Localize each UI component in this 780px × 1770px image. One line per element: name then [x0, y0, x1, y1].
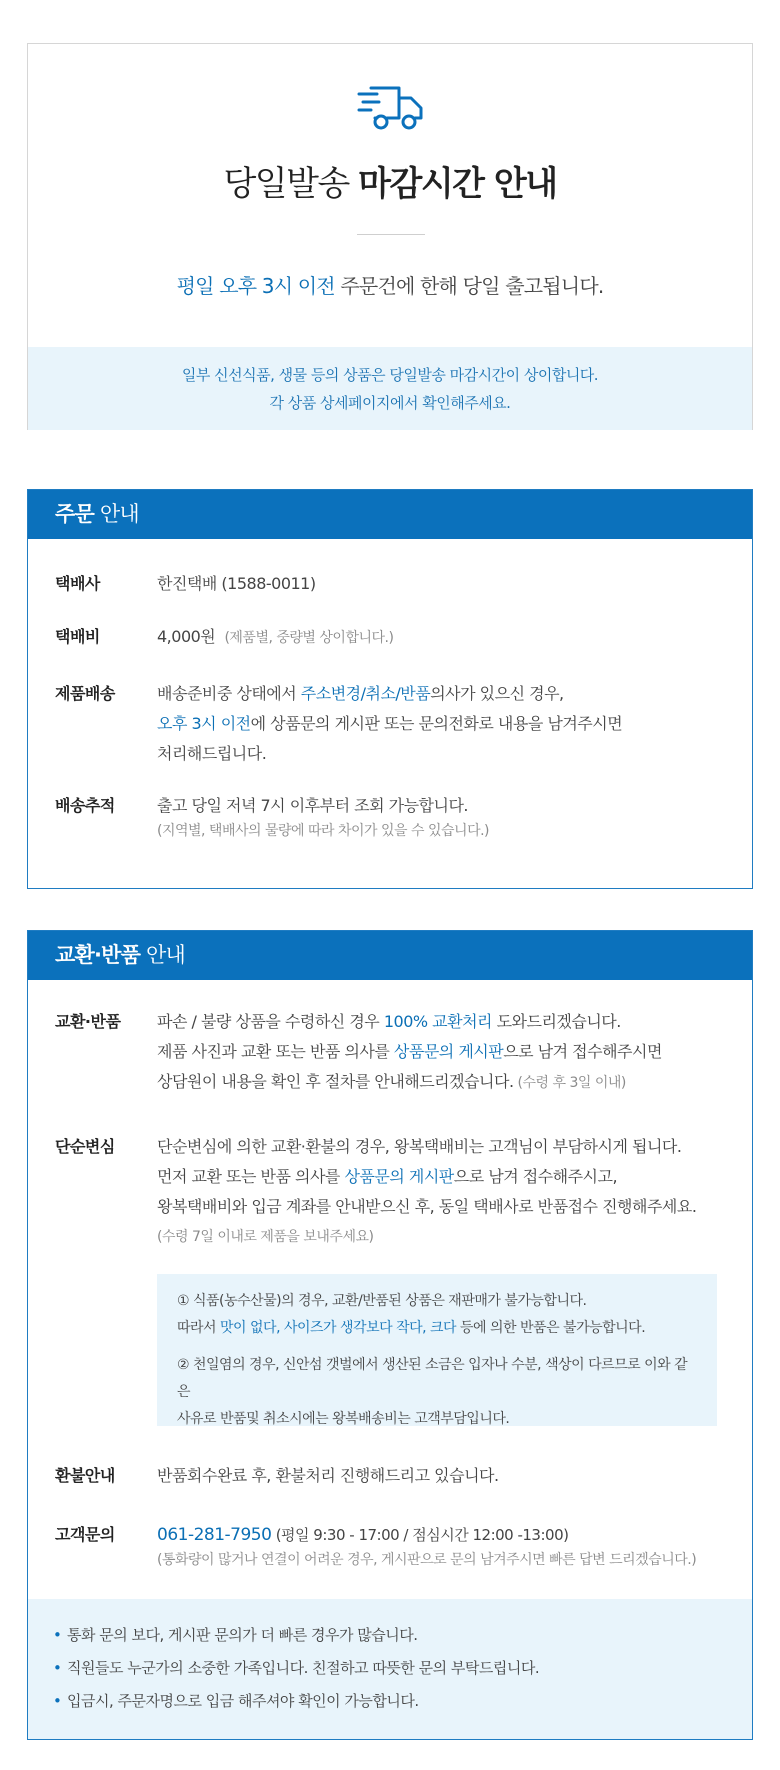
courier-value: 한진택배 (1588-0011) — [157, 574, 316, 593]
delivery-truck-icon — [357, 84, 425, 132]
contact-value — [157, 1520, 732, 1570]
tracking-note: (지역별, 택배사의 물량에 따라 차이가 있을 수 있습니다.) — [157, 823, 490, 839]
divider — [357, 234, 425, 235]
shipping-fee-value — [157, 622, 732, 653]
hero-title-light: 당일발송 — [223, 164, 359, 204]
hero-subtitle-rest: 주문건에 한해 당일 출고됩니다. — [334, 274, 604, 298]
notice-salt-line2: 사유로 반품및 취소시에는 왕복배송비는 고객부담입니다. — [177, 1411, 510, 1427]
order-info-section — [27, 489, 753, 889]
product-delivery-value — [157, 679, 732, 769]
shipping-fee-amount: 4,000원 — [157, 627, 216, 646]
hero-subtitle — [28, 270, 752, 299]
exchange-text: 도와드리겠습니다. — [492, 1012, 621, 1031]
product-delivery-label: 제품배송 — [55, 684, 115, 703]
shipping-fee-note: (제품별, 중량별 상이합니다.) — [224, 630, 394, 646]
hero-title-bold: 마감시간 안내 — [358, 164, 557, 204]
hero-notice-line2: 각 상품 상세페이지에서 확인해주세요. — [269, 394, 511, 412]
simple-change-text: 먼저 교환 또는 반품 의사를 — [157, 1167, 345, 1186]
list-item — [53, 1619, 752, 1652]
exchange-return-section — [27, 930, 753, 1740]
exchange-period-note: (수령 후 3일 이내) — [513, 1075, 626, 1091]
delivery-text: 의사가 있으신 경우, — [430, 684, 564, 703]
exchange-header — [28, 931, 752, 980]
exchange-text: 파손 / 불량 상품을 수령하신 경우 — [157, 1012, 384, 1031]
notice-text: 따라서 — [177, 1320, 221, 1336]
hero-notice — [28, 347, 752, 430]
qna-board-highlight: 상품문의 게시판 — [393, 1042, 504, 1061]
order-header-light: 안내 — [93, 502, 139, 526]
notice-food-line: ① 식품(농수산물)의 경우, 교환/반품된 상품은 재판매가 불가능합니다. — [177, 1293, 587, 1309]
order-info-header — [28, 490, 752, 539]
simple-change-text: 으로 남겨 접수해주시고, — [453, 1167, 618, 1186]
simple-change-value — [157, 1132, 732, 1252]
hero-title — [28, 156, 752, 205]
simple-change-text: 왕복택배비와 입금 계좌를 안내받으신 후, 동일 택배사로 반품접수 진행해주세요. — [157, 1197, 697, 1216]
exchange-header-bold: 교환·반품 — [55, 943, 141, 967]
notice-highlight: 맛이 없다, 사이즈가 생각보다 작다, 크다 — [220, 1320, 457, 1336]
cutoff-time-highlight: 평일 오후 3시 이전 — [176, 274, 335, 298]
simple-change-text: 단순변심에 의한 교환·환불의 경우, 왕복택배비는 고객님이 부담하시게 됩니다. — [157, 1137, 682, 1156]
same-day-shipping-box — [27, 43, 753, 430]
order-header-bold: 주문 — [55, 502, 94, 526]
bullet-icon: • — [53, 1659, 62, 1677]
tracking-value — [157, 791, 732, 841]
exchange-label: 교환·반품 — [55, 1012, 121, 1031]
delivery-text: 배송준비중 상태에서 — [157, 684, 301, 703]
courier-label: 택배사 — [55, 574, 100, 593]
simple-change-label: 단순변심 — [55, 1137, 115, 1156]
exchange-highlight: 100% 교환처리 — [383, 1012, 492, 1031]
exchange-header-light: 안내 — [140, 943, 185, 967]
bullet-icon: • — [53, 1692, 62, 1710]
delivery-text: 에 상품문의 게시판 또는 문의전화로 내용을 남겨주시면 — [250, 714, 623, 733]
phone-number[interactable]: 061-281-7950 — [157, 1525, 272, 1545]
tracking-text: 출고 당일 저녁 7시 이후부터 조회 가능합니다. — [157, 796, 468, 815]
delivery-highlight: 주소변경/취소/반품 — [300, 684, 431, 703]
exchange-text: 제품 사진과 교환 또는 반품 의사를 — [157, 1042, 394, 1061]
delivery-highlight: 오후 3시 이전 — [157, 714, 251, 733]
contact-hours: (평일 9:30 - 17:00 / 점심시간 12:00 -13:00) — [271, 1526, 569, 1544]
shipping-fee-label: 택배비 — [55, 627, 100, 646]
qna-board-highlight: 상품문의 게시판 — [344, 1167, 454, 1186]
delivery-text: 처리해드립니다. — [157, 744, 267, 763]
tip-text: 통화 문의 보다, 게시판 문의가 더 빠른 경우가 많습니다. — [67, 1626, 418, 1644]
contact-note: (통화량이 많거나 연결이 어려운 경우, 게시판으로 문의 남겨주시면 빠른 답변 드리겠습니다.) — [157, 1552, 697, 1568]
tip-text: 직원들도 누군가의 소중한 가족입니다. 친절하고 따뜻한 문의 부탁드립니다. — [67, 1659, 540, 1677]
tracking-label: 배송추적 — [55, 796, 115, 815]
exchange-text: 상담원이 내용을 확인 후 절차를 안내해드리겠습니다. — [157, 1072, 514, 1091]
list-item — [53, 1652, 752, 1685]
return-notice-box — [157, 1274, 717, 1426]
bullet-icon: • — [53, 1626, 62, 1644]
refund-label: 환불안내 — [55, 1466, 115, 1485]
exchange-value — [157, 1007, 732, 1098]
list-item — [53, 1685, 752, 1718]
return-notice-wrap — [28, 1274, 752, 1426]
refund-value: 반품회수완료 후, 환불처리 진행해드리고 있습니다. — [157, 1466, 499, 1485]
hero-notice-line1: 일부 신선식품, 생물 등의 상품은 당일발송 마감시간이 상이합니다. — [181, 366, 599, 384]
tip-text: 입금시, 주문자명으로 입금 해주셔야 확인이 가능합니다. — [67, 1692, 419, 1710]
exchange-text: 으로 남겨 접수해주시면 — [503, 1042, 662, 1061]
contact-label: 고객문의 — [55, 1525, 115, 1544]
notice-salt-line: ② 천일염의 경우, 신안섬 갯벌에서 생산된 소금은 입자나 수분, 색상이 다르므로 이와 같은 — [177, 1357, 688, 1400]
tips-list — [28, 1599, 752, 1739]
notice-text: 등에 의한 반품은 불가능합니다. — [456, 1320, 646, 1336]
simple-change-note: (수령 7일 이내로 제품을 보내주세요) — [157, 1229, 374, 1245]
